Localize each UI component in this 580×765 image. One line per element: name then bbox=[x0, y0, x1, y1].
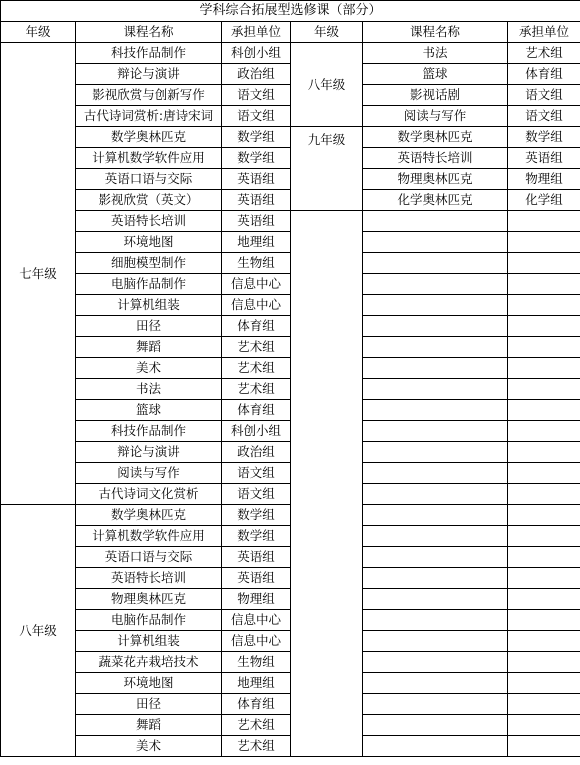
table-row bbox=[1, 526, 580, 547]
table-row bbox=[1, 715, 580, 736]
course-name: 影视欣赏与创新写作 bbox=[76, 85, 222, 106]
table-row bbox=[1, 127, 580, 148]
grade-label-eight-right: 八年级 bbox=[291, 43, 363, 127]
course-name: 数学奥林匹克 bbox=[76, 505, 222, 526]
empty-cell bbox=[508, 568, 580, 589]
course-unit: 艺术组 bbox=[222, 358, 291, 379]
course-unit-right: 体育组 bbox=[508, 64, 580, 85]
course-unit-right: 语文组 bbox=[508, 106, 580, 127]
empty-cell bbox=[363, 715, 508, 736]
course-name: 阅读与写作 bbox=[76, 463, 222, 484]
empty-cell bbox=[508, 547, 580, 568]
course-unit-right: 艺术组 bbox=[508, 43, 580, 64]
course-name-right: 影视话剧 bbox=[363, 85, 508, 106]
course-name: 计算机数学软件应用 bbox=[76, 526, 222, 547]
empty-cell bbox=[508, 316, 580, 337]
course-name: 篮球 bbox=[76, 400, 222, 421]
course-unit: 政治组 bbox=[222, 442, 291, 463]
course-name: 书法 bbox=[76, 379, 222, 400]
empty-cell bbox=[508, 421, 580, 442]
course-name: 影视欣赏（英文） bbox=[76, 190, 222, 211]
table-row bbox=[1, 547, 580, 568]
empty-cell bbox=[363, 547, 508, 568]
table-row bbox=[1, 631, 580, 652]
table-row bbox=[1, 358, 580, 379]
table-row bbox=[1, 652, 580, 673]
table-row bbox=[1, 379, 580, 400]
course-unit: 政治组 bbox=[222, 64, 291, 85]
empty-cell bbox=[363, 295, 508, 316]
course-name-right: 书法 bbox=[363, 43, 508, 64]
course-name: 古代诗词赏析:唐诗宋词 bbox=[76, 106, 222, 127]
course-unit: 生物组 bbox=[222, 253, 291, 274]
table-row bbox=[1, 211, 580, 232]
empty-cell bbox=[508, 463, 580, 484]
table-row bbox=[1, 85, 580, 106]
empty-cell bbox=[508, 400, 580, 421]
course-name: 舞蹈 bbox=[76, 337, 222, 358]
empty-cell bbox=[508, 631, 580, 652]
table-row bbox=[1, 43, 580, 64]
course-name: 蔬菜花卉栽培技术 bbox=[76, 652, 222, 673]
course-unit: 英语组 bbox=[222, 547, 291, 568]
course-unit: 艺术组 bbox=[222, 379, 291, 400]
course-name: 舞蹈 bbox=[76, 715, 222, 736]
course-unit: 艺术组 bbox=[222, 337, 291, 358]
empty-cell bbox=[363, 505, 508, 526]
course-name-right: 阅读与写作 bbox=[363, 106, 508, 127]
empty-cell bbox=[508, 526, 580, 547]
course-name: 数学奥林匹克 bbox=[76, 127, 222, 148]
course-name-right: 篮球 bbox=[363, 64, 508, 85]
course-unit: 数学组 bbox=[222, 127, 291, 148]
course-unit: 数学组 bbox=[222, 148, 291, 169]
course-name: 辩论与演讲 bbox=[76, 442, 222, 463]
table-row bbox=[1, 505, 580, 526]
empty-cell bbox=[363, 232, 508, 253]
empty-cell bbox=[508, 274, 580, 295]
empty-cell bbox=[363, 526, 508, 547]
empty-cell bbox=[363, 463, 508, 484]
empty-cell bbox=[363, 379, 508, 400]
course-unit: 艺术组 bbox=[222, 715, 291, 736]
empty-cell bbox=[508, 358, 580, 379]
course-name: 电脑作品制作 bbox=[76, 610, 222, 631]
table-row bbox=[1, 316, 580, 337]
course-name-right: 数学奥林匹克 bbox=[363, 127, 508, 148]
course-name: 物理奥林匹克 bbox=[76, 589, 222, 610]
course-unit: 语文组 bbox=[222, 106, 291, 127]
course-name: 科技作品制作 bbox=[76, 43, 222, 64]
course-unit: 信息中心 bbox=[222, 631, 291, 652]
empty-cell bbox=[508, 673, 580, 694]
course-unit: 语文组 bbox=[222, 463, 291, 484]
empty-cell bbox=[363, 610, 508, 631]
table-row bbox=[1, 589, 580, 610]
course-unit-right: 英语组 bbox=[508, 148, 580, 169]
header-course-right: 课程名称 bbox=[363, 22, 508, 43]
course-unit: 英语组 bbox=[222, 190, 291, 211]
course-unit: 信息中心 bbox=[222, 274, 291, 295]
table-row bbox=[1, 610, 580, 631]
empty-cell bbox=[508, 589, 580, 610]
course-name: 英语特长培训 bbox=[76, 211, 222, 232]
course-unit: 信息中心 bbox=[222, 295, 291, 316]
course-name: 美术 bbox=[76, 358, 222, 379]
course-unit-right: 物理组 bbox=[508, 169, 580, 190]
empty-cell bbox=[363, 211, 508, 232]
empty-cell bbox=[363, 736, 508, 757]
empty-cell bbox=[363, 274, 508, 295]
course-unit-right: 语文组 bbox=[508, 85, 580, 106]
header-course: 课程名称 bbox=[76, 22, 222, 43]
empty-cell bbox=[363, 442, 508, 463]
empty-cell bbox=[508, 505, 580, 526]
table-row bbox=[1, 736, 580, 757]
course-unit-right: 数学组 bbox=[508, 127, 580, 148]
empty-cell bbox=[508, 232, 580, 253]
empty-cell bbox=[363, 484, 508, 505]
table-row bbox=[1, 169, 580, 190]
course-unit: 地理组 bbox=[222, 232, 291, 253]
empty-cell bbox=[508, 652, 580, 673]
table-row bbox=[1, 400, 580, 421]
course-unit: 科创小组 bbox=[222, 43, 291, 64]
table-row bbox=[1, 694, 580, 715]
course-name: 英语口语与交际 bbox=[76, 547, 222, 568]
table-row bbox=[1, 484, 580, 505]
empty-cell bbox=[363, 316, 508, 337]
course-name: 美术 bbox=[76, 736, 222, 757]
course-name: 英语特长培训 bbox=[76, 568, 222, 589]
empty-cell bbox=[508, 736, 580, 757]
table-row bbox=[1, 232, 580, 253]
header-grade-right: 年级 bbox=[291, 22, 363, 43]
course-name: 辩论与演讲 bbox=[76, 64, 222, 85]
course-name: 计算机组装 bbox=[76, 631, 222, 652]
course-name: 田径 bbox=[76, 316, 222, 337]
course-unit: 生物组 bbox=[222, 652, 291, 673]
course-name: 古代诗词文化赏析 bbox=[76, 484, 222, 505]
empty-cell bbox=[363, 631, 508, 652]
course-name: 环境地图 bbox=[76, 673, 222, 694]
course-name: 田径 bbox=[76, 694, 222, 715]
table-row bbox=[1, 421, 580, 442]
empty-cell bbox=[363, 421, 508, 442]
table-row bbox=[1, 442, 580, 463]
empty-cell bbox=[508, 442, 580, 463]
header-unit-right: 承担单位 bbox=[508, 22, 580, 43]
table-row bbox=[1, 64, 580, 85]
course-name: 环境地图 bbox=[76, 232, 222, 253]
empty-cell bbox=[363, 337, 508, 358]
table-row bbox=[1, 295, 580, 316]
course-name: 计算机数学软件应用 bbox=[76, 148, 222, 169]
course-unit: 体育组 bbox=[222, 400, 291, 421]
course-unit: 数学组 bbox=[222, 505, 291, 526]
grade-empty-right bbox=[291, 211, 363, 757]
course-unit: 体育组 bbox=[222, 316, 291, 337]
course-unit: 物理组 bbox=[222, 589, 291, 610]
course-name: 电脑作品制作 bbox=[76, 274, 222, 295]
header-grade: 年级 bbox=[1, 22, 76, 43]
table-row bbox=[1, 673, 580, 694]
course-unit: 数学组 bbox=[222, 526, 291, 547]
course-name: 计算机组装 bbox=[76, 295, 222, 316]
empty-cell bbox=[363, 400, 508, 421]
table-row bbox=[1, 106, 580, 127]
course-name: 英语口语与交际 bbox=[76, 169, 222, 190]
empty-cell bbox=[363, 358, 508, 379]
table-row bbox=[1, 337, 580, 358]
course-unit: 英语组 bbox=[222, 568, 291, 589]
course-unit: 信息中心 bbox=[222, 610, 291, 631]
course-unit: 语文组 bbox=[222, 484, 291, 505]
grade-label-seven: 七年级 bbox=[1, 43, 76, 505]
empty-cell bbox=[508, 211, 580, 232]
empty-cell bbox=[508, 484, 580, 505]
course-name-right: 物理奥林匹克 bbox=[363, 169, 508, 190]
course-unit: 体育组 bbox=[222, 694, 291, 715]
course-unit: 科创小组 bbox=[222, 421, 291, 442]
course-unit: 英语组 bbox=[222, 169, 291, 190]
empty-cell bbox=[363, 673, 508, 694]
table-row bbox=[1, 148, 580, 169]
empty-cell bbox=[363, 652, 508, 673]
course-name: 科技作品制作 bbox=[76, 421, 222, 442]
empty-cell bbox=[363, 568, 508, 589]
header-unit: 承担单位 bbox=[222, 22, 291, 43]
empty-cell bbox=[363, 253, 508, 274]
table-row bbox=[1, 274, 580, 295]
empty-cell bbox=[508, 715, 580, 736]
empty-cell bbox=[508, 610, 580, 631]
grade-label-eight: 八年级 bbox=[1, 505, 76, 757]
table-row bbox=[1, 190, 580, 211]
course-unit: 地理组 bbox=[222, 673, 291, 694]
table-row bbox=[1, 463, 580, 484]
header-row bbox=[1, 22, 580, 43]
course-unit-right: 化学组 bbox=[508, 190, 580, 211]
course-unit: 英语组 bbox=[222, 211, 291, 232]
empty-cell bbox=[508, 295, 580, 316]
table-title: 学科综合拓展型选修课（部分） bbox=[1, 1, 580, 22]
course-name-right: 英语特长培训 bbox=[363, 148, 508, 169]
course-unit: 艺术组 bbox=[222, 736, 291, 757]
empty-cell bbox=[508, 379, 580, 400]
empty-cell bbox=[508, 253, 580, 274]
empty-cell bbox=[508, 337, 580, 358]
course-name-right: 化学奥林匹克 bbox=[363, 190, 508, 211]
empty-cell bbox=[363, 694, 508, 715]
empty-cell bbox=[508, 694, 580, 715]
table-row bbox=[1, 568, 580, 589]
empty-cell bbox=[363, 589, 508, 610]
grade-label-nine-right: 九年级 bbox=[291, 127, 363, 211]
course-name: 细胞模型制作 bbox=[76, 253, 222, 274]
table-row bbox=[1, 253, 580, 274]
course-unit: 语文组 bbox=[222, 85, 291, 106]
